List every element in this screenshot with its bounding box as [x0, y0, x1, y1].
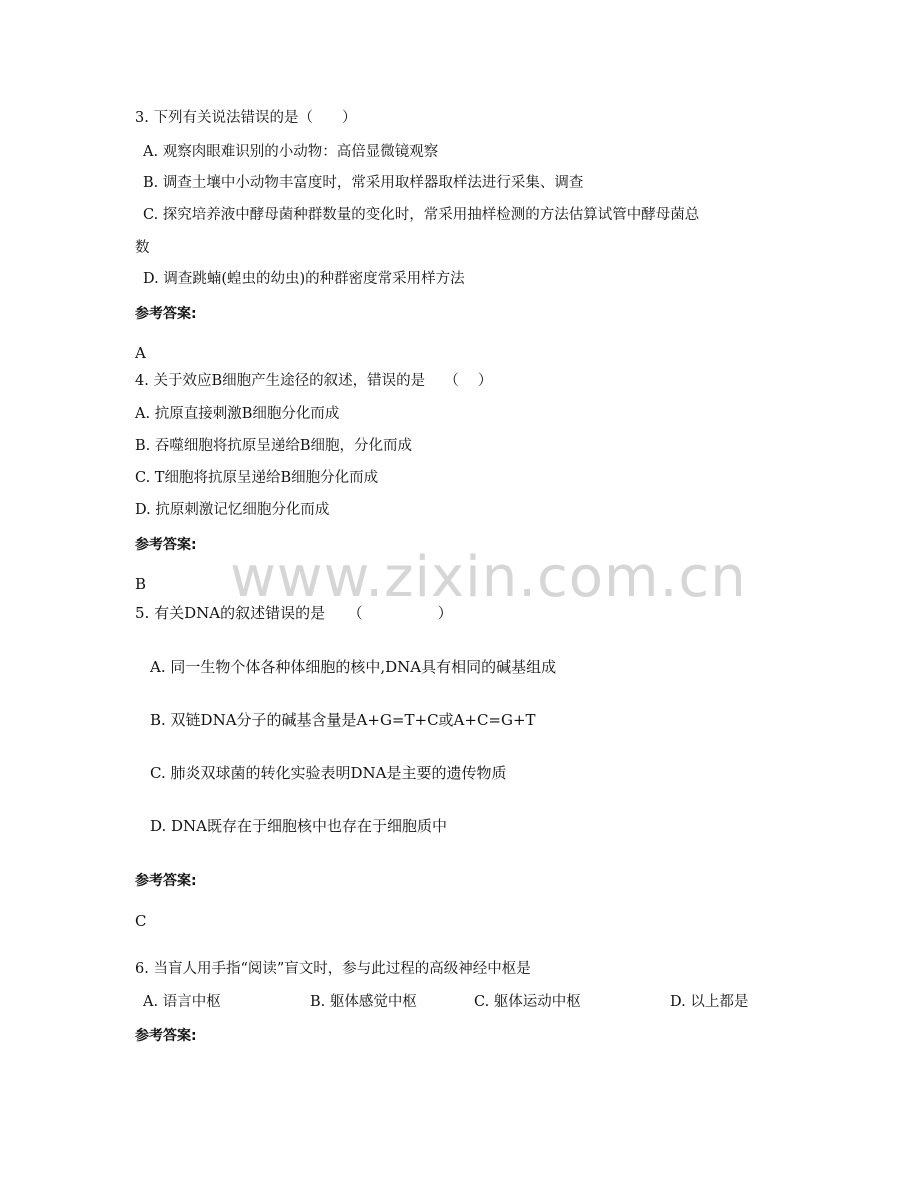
q3-option-b: B. 调查土壤中小动物丰富度时，常采用取样器取样法进行采集、调查 [143, 175, 584, 191]
q4-option-d: D. 抗原刺激记忆细胞分化而成 [135, 502, 330, 518]
q5-option-c: C. 肺炎双球菌的转化实验表明DNA是主要的遗传物质 [150, 764, 507, 782]
q4-option-a: A. 抗原直接刺激B细胞分化而成 [135, 406, 340, 422]
q5-option-a: A. 同一生物个体各种体细胞的核中,DNA具有相同的碱基组成 [150, 658, 557, 676]
q5-stem: 5. 有关DNA的叙述错误的是 （ ） [135, 604, 453, 622]
q5-option-b: B. 双链DNA分子的碱基含量是A+G=T+C或A+C=G+T [150, 711, 536, 729]
q3-option-a: A. 观察肉眼难识别的小动物：高倍显微镜观察 [143, 144, 439, 160]
q4-option-b: B. 吞噬细胞将抗原呈递给B细胞，分化而成 [135, 438, 413, 454]
q3-option-d: D. 调查跳蝻(蝗虫的幼虫)的种群密度常采用样方法 [143, 271, 465, 287]
q4-stem: 4. 关于效应B细胞产生途径的叙述，错误的是 （ ） [135, 373, 493, 389]
q6-option-b: B. 躯体感觉中枢 [310, 994, 417, 1010]
q3-answer: A [135, 344, 146, 362]
q4-answer: B [135, 575, 147, 593]
q5-answer: C [135, 912, 147, 930]
q6-stem: 6. 当盲人用手指“阅读”盲文时，参与此过程的高级神经中枢是 [135, 961, 531, 977]
q4-option-c: C. T细胞将抗原呈递给B细胞分化而成 [135, 470, 379, 486]
watermark: www.zixin.com.cn [230, 545, 747, 610]
q3-answer-label: 参考答案: [135, 306, 197, 322]
q3-stem: 3. 下列有关说法错误的是（ ） [135, 110, 357, 126]
q6-answer-label: 参考答案: [135, 1028, 197, 1044]
q6-option-a: A. 语言中枢 [143, 994, 221, 1010]
q4-answer-label: 参考答案: [135, 537, 197, 553]
q6-option-c: C. 躯体运动中枢 [474, 994, 581, 1010]
q5-option-d: D. DNA既存在于细胞核中也存在于细胞质中 [150, 817, 448, 835]
q3-option-c: C. 探究培养液中酵母菌种群数量的变化时，常采用抽样检测的方法估算试管中酵母菌总 [143, 207, 700, 223]
q6-option-d: D. 以上都是 [670, 994, 749, 1010]
q5-answer-label: 参考答案: [135, 873, 197, 889]
q3-option-c-cont: 数 [135, 240, 150, 256]
